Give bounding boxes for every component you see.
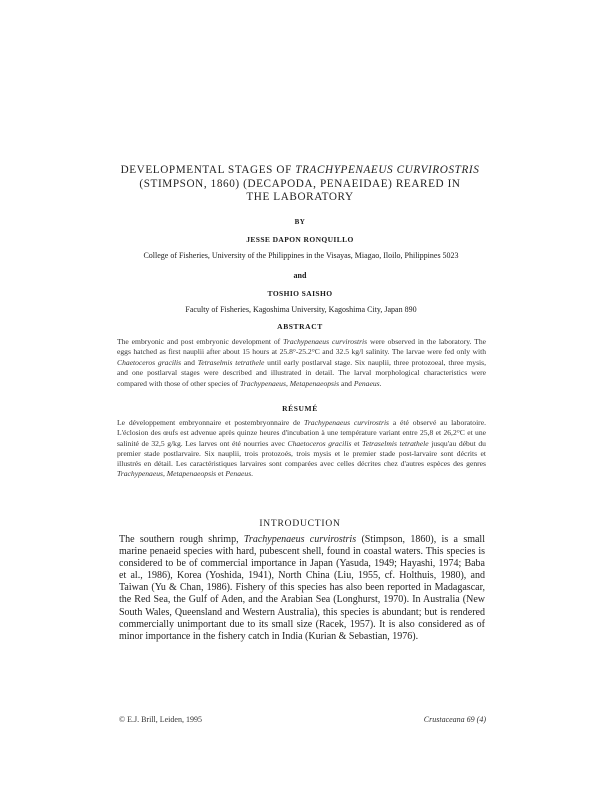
abstract-span: until early postlarval stage. Six nauplii, three protozoeal, three mysis, and one postlarval stages were described and illustrated in detail. The larval morphological characteristics were compared with those of other species of <box>117 357 486 388</box>
abstract-span: were observed in the laboratory. The eggs hatched as first nauplii after about 15 hours at 25.8°-25.2°C and 32.5 kg/l salinity. The larvae were fed only with <box>117 337 486 357</box>
resume-span: , <box>162 469 167 479</box>
title-text: DEVELOPMENTAL STAGES OF <box>120 164 296 176</box>
resume-span: . <box>251 469 254 479</box>
author-1-affiliation: College of Fisheries, University of the Philippines in the Visayas, Miagao, Iloilo, Philippines 5023 <box>143 251 459 260</box>
abstract-span: and <box>181 357 198 367</box>
introduction-heading: INTRODUCTION <box>259 519 341 529</box>
abstract-span: . <box>379 378 382 388</box>
author-1-name: JESSE DAPON RONQUILLO <box>246 235 354 244</box>
resume-span: Le développement embryonnaire et postembryonnaire de <box>117 418 305 427</box>
resume-species: Trachypenaeus curvirostris <box>304 418 390 427</box>
abstract-text <box>117 337 486 389</box>
abstract-species: Chaetoceros gracilis <box>117 357 182 367</box>
intro-span: (Stimpson, 1860), is a small marine penaeid species with hard, pubescent shell, found in coastal waters. This species is considered to be of commercial importance in Japan (Yasuda, 1949; Hayashi, 1974; Baba et al., 1986), Korea (Yoshida, 1941), North China (Liu, 1955, cf. Holthuis, 1980), and Taiwan (Yu & Chan, 1986). Fishery of this species has also been reported in Madagascar, the Red Sea, the Gulf of Aden, and the Arabian Sea (Longhurst, 1970). In Australia (New South Wales, Queensland and Western Australia), this species is abundant; but is rendered commercially unimportant due to its small size (Racek, 1957). It is also considered as of minor importance in the fishery catch in India (Kurian & Sebastian, 1976). <box>119 534 485 642</box>
author-2-name: TOSHIO SAISHO <box>267 289 333 298</box>
abstract-span: , <box>285 378 290 388</box>
resume-genus: Penaeus <box>225 469 252 479</box>
resume-heading: RÉSUMÉ <box>282 404 318 413</box>
abstract-species: Tetraselmis tetrathele <box>197 357 265 367</box>
abstract-species: Trachypenaeus curvirostris <box>283 337 368 346</box>
byline-label: BY <box>294 218 306 226</box>
title-line-1 <box>100 164 500 178</box>
resume-text <box>117 418 486 480</box>
abstract-genus: Penaeus <box>353 378 380 388</box>
abstract-genus: Trachypenaeus <box>239 378 286 388</box>
title-line-2: (STIMPSON, 1860) (DECAPODA, PENAEIDAE) REARED IN <box>139 177 461 190</box>
resume-span: a été observé au laboratoire. L'éclosion des œufs est advenue après quinze heures d'incubation à une température variant entre 25,8 et 26,2°C et une salinité de 32,5 g/kg. Les larves ont été nourries avec <box>117 418 486 448</box>
resume-span: et <box>351 438 363 448</box>
abstract-heading: ABSTRACT <box>277 322 323 331</box>
resume-species: Chaetoceros gracilis <box>287 438 352 448</box>
paper-title <box>100 164 500 205</box>
intro-span: The southern rough shrimp, <box>119 534 244 545</box>
title-species: TRACHYPENAEUS CURVIROSTRIS <box>295 164 480 176</box>
resume-genus: Metapenaeopsis <box>166 469 217 479</box>
abstract-span: The embryonic and post embryonic development of <box>117 337 284 346</box>
author-2-affiliation: Faculty of Fisheries, Kagoshima University, Kagoshima City, Japan 890 <box>185 305 417 314</box>
resume-species: Tetraselmis tetrathele <box>362 438 429 448</box>
copyright-footer: © E.J. Brill, Leiden, 1995 <box>119 715 202 724</box>
title-line-3: THE LABORATORY <box>246 191 354 203</box>
intro-species: Trachypenaeus curvirostris <box>243 534 357 545</box>
resume-genus: Trachypenaeus <box>117 469 163 479</box>
abstract-span: and <box>339 378 354 388</box>
introduction-text <box>119 534 485 643</box>
resume-span: jusqu'au début du premier stade postlarvaire. Six nauplii, trois protozoés, trois mysis et le premier stade post-larvaire sont décrits et illustrés en détail. Les caractéristiques larvaires sont comparées avec celles décrites chez d'autres espèces des genres <box>117 438 486 469</box>
journal-footer: Crustaceana 69 (4) <box>423 715 486 724</box>
abstract-genus: Metapenaeopsis <box>289 378 340 388</box>
resume-span: et <box>216 469 226 479</box>
author-conjunction: and <box>293 271 307 280</box>
